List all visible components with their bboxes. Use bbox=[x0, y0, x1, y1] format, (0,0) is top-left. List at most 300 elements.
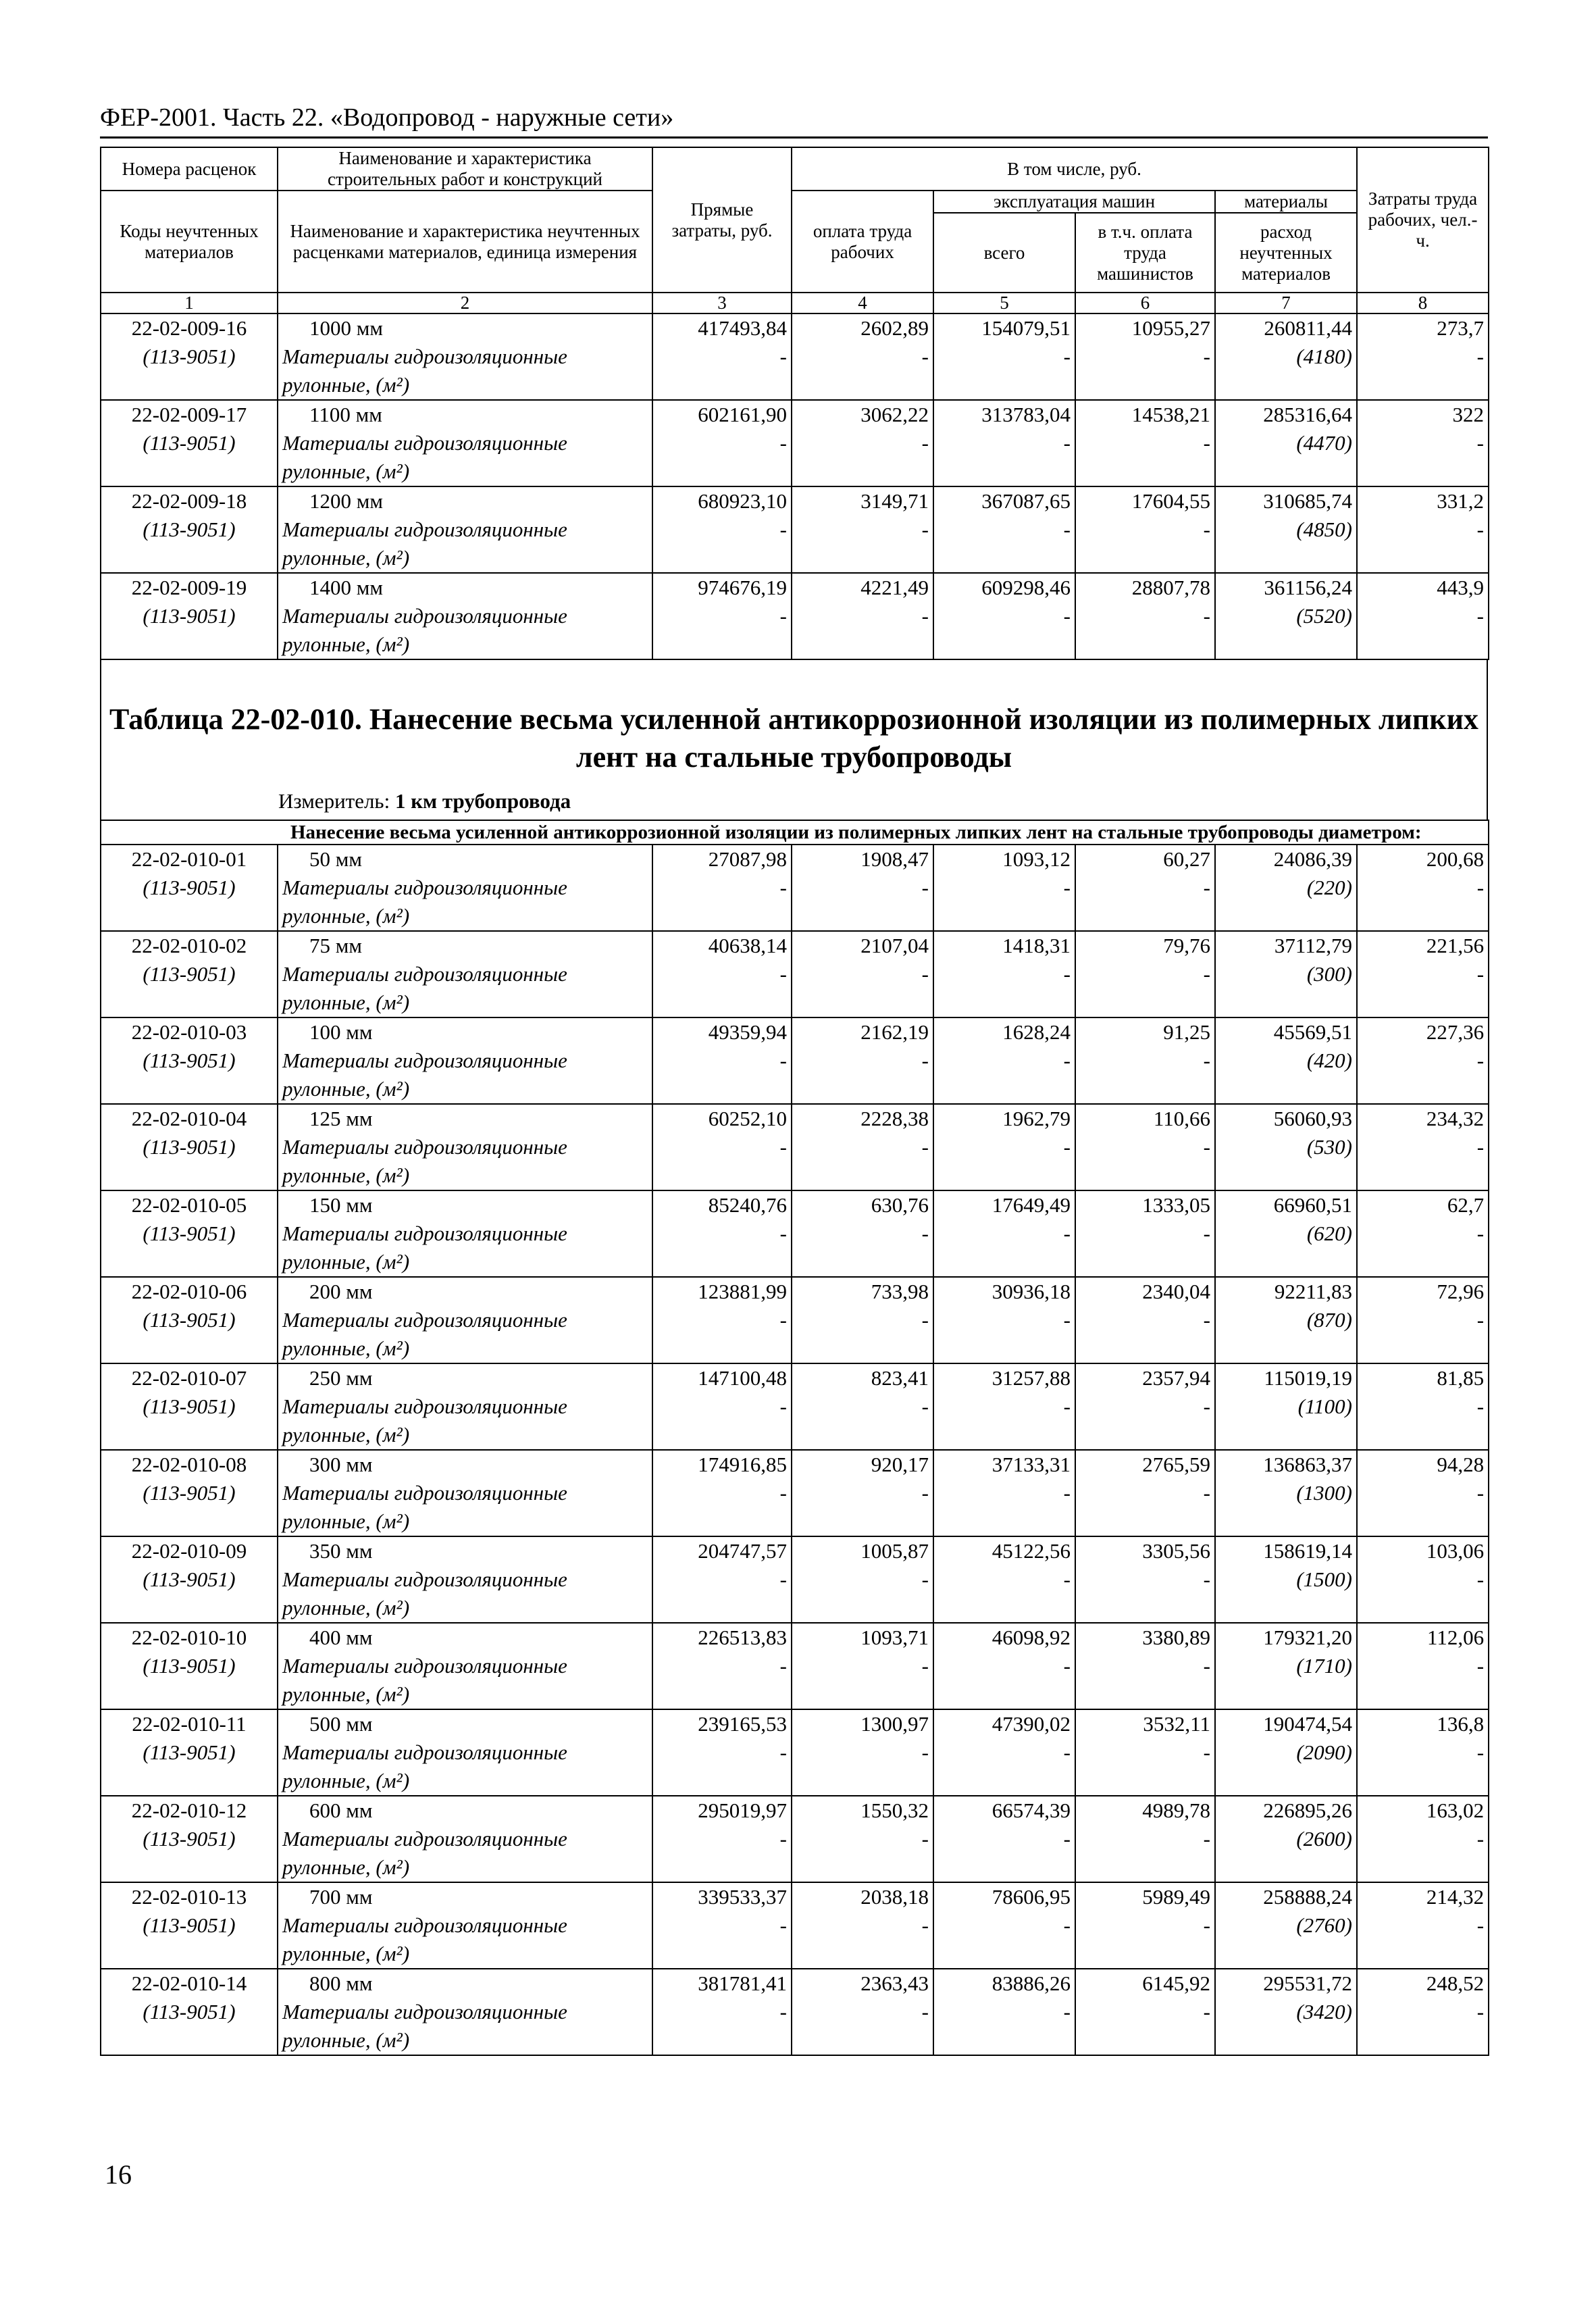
dash: - bbox=[1203, 876, 1210, 899]
direct-costs: 85240,76 bbox=[708, 1193, 787, 1217]
rate-code: 22-02-009-16 bbox=[131, 316, 247, 340]
direct-costs: 974676,19 bbox=[698, 576, 787, 599]
labor-hours-cell bbox=[1357, 1969, 1489, 2055]
pipe-diameter: 1100 мм bbox=[309, 403, 382, 426]
labor-pay: 1300,97 bbox=[860, 1712, 929, 1736]
dash: - bbox=[1476, 1222, 1485, 1245]
rate-code: 22-02-009-19 bbox=[131, 576, 247, 599]
machinist-pay: 3380,89 bbox=[1142, 1626, 1210, 1649]
work-name-cell bbox=[278, 1796, 652, 1882]
dash: - bbox=[1203, 345, 1210, 368]
material-name: Материалы гидроизоляционные рулонные, (м²) bbox=[282, 1308, 567, 1360]
materials-cell bbox=[1215, 1709, 1357, 1796]
direct-costs: 295019,97 bbox=[698, 1799, 787, 1822]
rate-code-cell bbox=[101, 1709, 278, 1796]
work-name-cell bbox=[278, 931, 652, 1017]
pipe-diameter: 200 мм bbox=[309, 1280, 373, 1303]
labor-pay-cell bbox=[792, 1623, 933, 1709]
pipe-diameter: 1000 мм bbox=[309, 316, 383, 340]
dash: - bbox=[779, 2000, 787, 2023]
materials-cost: 136863,37 bbox=[1263, 1453, 1352, 1476]
labor-pay-cell bbox=[792, 1363, 933, 1450]
material-name: Материалы гидроизоляционные рулонные, (м²) bbox=[282, 1222, 567, 1274]
material-consumption: (420) bbox=[1306, 1049, 1352, 1072]
table-row bbox=[101, 845, 1489, 931]
labor-pay-cell bbox=[792, 573, 933, 659]
table-row bbox=[101, 1450, 1489, 1536]
direct-costs: 339533,37 bbox=[698, 1885, 787, 1909]
labor-hours: 136,8 bbox=[1437, 1712, 1485, 1736]
header-rate-number: Номера расценок bbox=[101, 147, 278, 191]
dash: - bbox=[779, 1135, 787, 1159]
table-row bbox=[101, 1623, 1489, 1709]
column-number-row bbox=[101, 293, 1489, 313]
labor-hours: 94,28 bbox=[1437, 1453, 1485, 1476]
materials-cost: 310685,74 bbox=[1263, 489, 1352, 513]
labor-hours: 234,32 bbox=[1426, 1107, 1485, 1130]
dash: - bbox=[1063, 1567, 1071, 1591]
pipe-diameter: 300 мм bbox=[309, 1453, 373, 1476]
material-code: (113-9051) bbox=[143, 345, 236, 368]
page-number: 16 bbox=[105, 2159, 132, 2190]
dash: - bbox=[1063, 1654, 1071, 1678]
column-number: 6 bbox=[1075, 293, 1215, 313]
materials-cell bbox=[1215, 845, 1357, 931]
dash: - bbox=[1203, 604, 1210, 628]
rates-table-part-a bbox=[100, 314, 1489, 660]
machinist-pay-cell bbox=[1075, 1623, 1215, 1709]
column-number: 7 bbox=[1215, 293, 1357, 313]
direct-costs: 174916,85 bbox=[698, 1453, 787, 1476]
direct-costs-cell bbox=[652, 1623, 792, 1709]
materials-cell bbox=[1215, 1623, 1357, 1709]
dash: - bbox=[1476, 1394, 1485, 1418]
rate-code-cell bbox=[101, 1104, 278, 1190]
material-consumption: (4850) bbox=[1296, 518, 1352, 541]
measure-value: 1 км трубопровода bbox=[394, 789, 571, 813]
table-row bbox=[101, 314, 1489, 400]
work-name-cell bbox=[278, 400, 652, 486]
rate-code: 22-02-010-13 bbox=[131, 1885, 247, 1909]
labor-pay: 1550,32 bbox=[860, 1799, 929, 1822]
material-consumption: (5520) bbox=[1296, 604, 1352, 628]
labor-pay-cell bbox=[792, 1190, 933, 1277]
labor-hours-cell bbox=[1357, 1796, 1489, 1882]
machine-total: 1093,12 bbox=[1002, 847, 1071, 871]
material-name: Материалы гидроизоляционные рулонные, (м²) bbox=[282, 1135, 567, 1187]
machinist-pay-cell bbox=[1075, 1882, 1215, 1969]
labor-hours: 248,52 bbox=[1426, 1971, 1485, 1995]
machinist-pay-cell bbox=[1075, 1017, 1215, 1104]
machine-total: 1418,31 bbox=[1002, 934, 1071, 957]
material-name: Материалы гидроизоляционные рулонные, (м²) bbox=[282, 604, 567, 656]
labor-hours-cell bbox=[1357, 1882, 1489, 1969]
dash: - bbox=[1203, 962, 1210, 986]
machinist-pay-cell bbox=[1075, 1363, 1215, 1450]
dash: - bbox=[1063, 876, 1071, 899]
rate-code-cell bbox=[101, 845, 278, 931]
dash: - bbox=[1063, 1308, 1071, 1332]
dash: - bbox=[1203, 431, 1210, 455]
material-consumption: (3420) bbox=[1296, 2000, 1352, 2023]
work-name-cell bbox=[278, 1363, 652, 1450]
table-row bbox=[101, 1017, 1489, 1104]
materials-cell bbox=[1215, 1882, 1357, 1969]
material-code: (113-9051) bbox=[143, 1308, 236, 1332]
pipe-diameter: 400 мм bbox=[309, 1626, 373, 1649]
direct-costs-cell bbox=[652, 1277, 792, 1363]
direct-costs-cell bbox=[652, 1104, 792, 1190]
dash: - bbox=[921, 1567, 929, 1591]
material-consumption: (1100) bbox=[1297, 1394, 1352, 1418]
header-material-codes: Коды неучтенных материалов bbox=[101, 191, 278, 293]
rate-code-cell bbox=[101, 1363, 278, 1450]
rate-code: 22-02-010-08 bbox=[131, 1453, 247, 1476]
dash: - bbox=[1203, 1913, 1210, 1937]
header-labor-hours: Затраты труда рабочих, чел.-ч. bbox=[1357, 147, 1489, 293]
dash: - bbox=[779, 518, 787, 541]
pipe-diameter: 1400 мм bbox=[309, 576, 383, 599]
table-title: Таблица 22-02-010. Нанесение весьма усиленной антикоррозионной изоляции из полимерных липких лент на стальные трубопроводы bbox=[109, 703, 1478, 774]
direct-costs-cell bbox=[652, 1017, 792, 1104]
dash: - bbox=[1476, 1654, 1485, 1678]
machine-total: 367087,65 bbox=[981, 489, 1071, 513]
material-name: Материалы гидроизоляционные рулонные, (м²) bbox=[282, 1740, 567, 1792]
direct-costs: 27087,98 bbox=[708, 847, 787, 871]
machinist-pay-cell bbox=[1075, 1969, 1215, 2055]
header-materials: материалы bbox=[1215, 191, 1357, 213]
dash: - bbox=[1203, 1481, 1210, 1505]
machinist-pay: 110,66 bbox=[1153, 1107, 1210, 1130]
dash: - bbox=[1203, 1654, 1210, 1678]
machine-total-cell bbox=[933, 845, 1075, 931]
labor-hours-cell bbox=[1357, 1017, 1489, 1104]
rate-code-cell bbox=[101, 1536, 278, 1623]
material-name: Материалы гидроизоляционные рулонные, (м²) bbox=[282, 2000, 567, 2052]
materials-cell bbox=[1215, 1969, 1357, 2055]
labor-hours-cell bbox=[1357, 1623, 1489, 1709]
machinist-pay-cell bbox=[1075, 314, 1215, 400]
labor-hours: 81,85 bbox=[1437, 1366, 1485, 1390]
material-code: (113-9051) bbox=[143, 1827, 236, 1851]
materials-cost: 115019,19 bbox=[1264, 1366, 1352, 1390]
labor-hours: 322 bbox=[1452, 403, 1484, 426]
material-name: Материалы гидроизоляционные рулонные, (м²) bbox=[282, 1913, 567, 1965]
machine-total: 47390,02 bbox=[992, 1712, 1071, 1736]
column-number: 8 bbox=[1357, 293, 1489, 313]
labor-hours-cell bbox=[1357, 314, 1489, 400]
machinist-pay: 1333,05 bbox=[1142, 1193, 1210, 1217]
materials-cell bbox=[1215, 1536, 1357, 1623]
pipe-diameter: 600 мм bbox=[309, 1799, 373, 1822]
dash: - bbox=[1063, 1135, 1071, 1159]
work-name-cell bbox=[278, 1536, 652, 1623]
machine-total-cell bbox=[933, 1623, 1075, 1709]
table-row bbox=[101, 1363, 1489, 1450]
machinist-pay-cell bbox=[1075, 1277, 1215, 1363]
dash: - bbox=[1476, 345, 1484, 368]
direct-costs: 602161,90 bbox=[698, 403, 787, 426]
dash: - bbox=[1203, 1394, 1210, 1418]
machine-total-cell bbox=[933, 1104, 1075, 1190]
labor-pay: 630,76 bbox=[871, 1193, 929, 1217]
dash: - bbox=[1203, 518, 1210, 541]
labor-hours: 72,96 bbox=[1437, 1280, 1485, 1303]
machine-total-cell bbox=[933, 1882, 1075, 1969]
machinist-pay-cell bbox=[1075, 573, 1215, 659]
material-code: (113-9051) bbox=[143, 1135, 236, 1159]
machine-total: 30936,18 bbox=[992, 1280, 1071, 1303]
pipe-diameter: 800 мм bbox=[309, 1971, 373, 1995]
dash: - bbox=[1063, 1913, 1071, 1937]
direct-costs-cell bbox=[652, 1450, 792, 1536]
materials-cost: 158619,14 bbox=[1263, 1539, 1352, 1563]
column-number: 2 bbox=[278, 293, 652, 313]
dash: - bbox=[779, 876, 787, 899]
direct-costs: 49359,94 bbox=[708, 1020, 787, 1044]
dash: - bbox=[921, 1135, 929, 1159]
column-number: 3 bbox=[652, 293, 792, 313]
dash: - bbox=[921, 1654, 929, 1678]
material-consumption: (1300) bbox=[1296, 1481, 1352, 1505]
materials-cost: 285316,64 bbox=[1263, 403, 1352, 426]
labor-hours: 200,68 bbox=[1426, 847, 1485, 871]
group-title: Нанесение весьма усиленной антикоррозионной изоляции из полимерных липких лент на стальные трубопроводы диаметром: bbox=[101, 820, 1489, 845]
dash: - bbox=[1063, 345, 1071, 368]
labor-hours: 112,06 bbox=[1426, 1626, 1485, 1649]
direct-costs: 60252,10 bbox=[708, 1107, 787, 1130]
machinist-pay: 10955,27 bbox=[1131, 316, 1210, 340]
machinist-pay-cell bbox=[1075, 1190, 1215, 1277]
dash: - bbox=[921, 1049, 929, 1072]
machinist-pay: 2340,04 bbox=[1142, 1280, 1210, 1303]
column-number: 5 bbox=[933, 293, 1075, 313]
material-consumption: (220) bbox=[1306, 876, 1352, 899]
table-row bbox=[101, 1969, 1489, 2055]
pipe-diameter: 75 мм bbox=[309, 934, 362, 957]
machinist-pay: 3532,11 bbox=[1143, 1712, 1210, 1736]
table-row bbox=[101, 1709, 1489, 1796]
table-row bbox=[101, 1882, 1489, 1969]
machinist-pay: 3305,56 bbox=[1142, 1539, 1210, 1563]
direct-costs-cell bbox=[652, 1190, 792, 1277]
dash: - bbox=[1203, 1740, 1210, 1764]
material-name: Материалы гидроизоляционные рулонные, (м²) bbox=[282, 1049, 567, 1101]
dash: - bbox=[1476, 876, 1485, 899]
table-row bbox=[101, 573, 1489, 659]
dash: - bbox=[921, 2000, 929, 2023]
labor-hours: 273,7 bbox=[1437, 316, 1484, 340]
dash: - bbox=[1203, 2000, 1210, 2023]
dash: - bbox=[1063, 1481, 1071, 1505]
labor-hours-cell bbox=[1357, 486, 1489, 573]
work-name-cell bbox=[278, 845, 652, 931]
material-code: (113-9051) bbox=[143, 1913, 236, 1937]
dash: - bbox=[779, 1394, 787, 1418]
material-consumption: (620) bbox=[1306, 1222, 1352, 1245]
rate-code-cell bbox=[101, 573, 278, 659]
rate-code-cell bbox=[101, 400, 278, 486]
work-name-cell bbox=[278, 486, 652, 573]
material-consumption: (530) bbox=[1306, 1135, 1352, 1159]
machine-total: 313783,04 bbox=[981, 403, 1071, 426]
labor-pay: 2228,38 bbox=[860, 1107, 929, 1130]
material-code: (113-9051) bbox=[143, 2000, 236, 2023]
material-code: (113-9051) bbox=[143, 876, 236, 899]
machine-total-cell bbox=[933, 1969, 1075, 2055]
material-consumption: (1500) bbox=[1296, 1567, 1352, 1591]
labor-pay: 2363,43 bbox=[860, 1971, 929, 1995]
dash: - bbox=[921, 1222, 929, 1245]
rates-table-part-b bbox=[100, 820, 1489, 2056]
labor-pay-cell bbox=[792, 1969, 933, 2055]
machine-total-cell bbox=[933, 1277, 1075, 1363]
direct-costs: 204747,57 bbox=[698, 1539, 787, 1563]
machinist-pay: 28807,78 bbox=[1131, 576, 1210, 599]
direct-costs-cell bbox=[652, 573, 792, 659]
dash: - bbox=[1476, 1308, 1485, 1332]
dash: - bbox=[779, 345, 787, 368]
machine-total-cell bbox=[933, 1709, 1075, 1796]
machinist-pay: 60,27 bbox=[1163, 847, 1210, 871]
materials-cost: 45569,51 bbox=[1273, 1020, 1352, 1044]
work-name-cell bbox=[278, 1623, 652, 1709]
dash: - bbox=[1476, 2000, 1485, 2023]
dash: - bbox=[1063, 604, 1071, 628]
labor-pay-cell bbox=[792, 931, 933, 1017]
machine-total-cell bbox=[933, 400, 1075, 486]
materials-cell bbox=[1215, 314, 1357, 400]
measure-label: Измеритель: bbox=[278, 789, 390, 813]
labor-pay: 2602,89 bbox=[860, 316, 929, 340]
dash: - bbox=[921, 1308, 929, 1332]
machine-total: 78606,95 bbox=[992, 1885, 1071, 1909]
dash: - bbox=[1203, 1222, 1210, 1245]
machine-total: 609298,46 bbox=[981, 576, 1071, 599]
materials-cell bbox=[1215, 1796, 1357, 1882]
header-labor-pay: оплата труда рабочих bbox=[792, 191, 933, 293]
labor-pay: 3149,71 bbox=[860, 489, 929, 513]
dash: - bbox=[779, 1222, 787, 1245]
machine-total-cell bbox=[933, 486, 1075, 573]
rate-code-cell bbox=[101, 314, 278, 400]
dash: - bbox=[1476, 1049, 1485, 1072]
machinist-pay: 6145,92 bbox=[1142, 1971, 1210, 1995]
labor-hours: 331,2 bbox=[1437, 489, 1484, 513]
header-machinist-pay: в т.ч. оплата труда машинистов bbox=[1075, 213, 1215, 293]
labor-hours-cell bbox=[1357, 1190, 1489, 1277]
labor-hours-cell bbox=[1357, 845, 1489, 931]
rates-table-header bbox=[100, 147, 1489, 314]
dash: - bbox=[1203, 1308, 1210, 1332]
labor-hours: 221,56 bbox=[1426, 934, 1485, 957]
machine-total-cell bbox=[933, 314, 1075, 400]
table-caption-block bbox=[100, 660, 1488, 820]
direct-costs-cell bbox=[652, 845, 792, 931]
dash: - bbox=[921, 1740, 929, 1764]
work-name-cell bbox=[278, 314, 652, 400]
labor-hours-cell bbox=[1357, 931, 1489, 1017]
direct-costs-cell bbox=[652, 1536, 792, 1623]
dash: - bbox=[921, 1913, 929, 1937]
direct-costs: 40638,14 bbox=[708, 934, 787, 957]
pipe-diameter: 125 мм bbox=[309, 1107, 373, 1130]
direct-costs: 226513,83 bbox=[698, 1626, 787, 1649]
rate-code: 22-02-010-14 bbox=[131, 1971, 247, 1995]
rate-code: 22-02-010-11 bbox=[132, 1712, 247, 1736]
labor-hours-cell bbox=[1357, 400, 1489, 486]
material-name: Материалы гидроизоляционные рулонные, (м²) bbox=[282, 1481, 567, 1533]
header-work-name: Наименование и характеристика строительных работ и конструкций bbox=[278, 147, 652, 191]
machinist-pay: 79,76 bbox=[1163, 934, 1210, 957]
labor-pay: 1908,47 bbox=[860, 847, 929, 871]
material-code: (113-9051) bbox=[143, 1222, 236, 1245]
material-code: (113-9051) bbox=[143, 1394, 236, 1418]
labor-pay-cell bbox=[792, 1882, 933, 1969]
table-row bbox=[101, 1190, 1489, 1277]
pipe-diameter: 250 мм bbox=[309, 1366, 373, 1390]
direct-costs: 147100,48 bbox=[698, 1366, 787, 1390]
dash: - bbox=[1063, 518, 1071, 541]
materials-cell bbox=[1215, 931, 1357, 1017]
material-consumption: (2760) bbox=[1296, 1913, 1352, 1937]
dash: - bbox=[1476, 604, 1484, 628]
materials-cost: 56060,93 bbox=[1273, 1107, 1352, 1130]
machine-total-cell bbox=[933, 931, 1075, 1017]
dash: - bbox=[1476, 1913, 1485, 1937]
machinist-pay: 17604,55 bbox=[1131, 489, 1210, 513]
materials-cost: 190474,54 bbox=[1263, 1712, 1352, 1736]
labor-pay-cell bbox=[792, 1796, 933, 1882]
dash: - bbox=[1476, 1481, 1485, 1505]
machinist-pay: 2765,59 bbox=[1142, 1453, 1210, 1476]
machinist-pay-cell bbox=[1075, 1450, 1215, 1536]
rate-code: 22-02-010-09 bbox=[131, 1539, 247, 1563]
direct-costs-cell bbox=[652, 486, 792, 573]
direct-costs: 381781,41 bbox=[698, 1971, 787, 1995]
rate-code: 22-02-010-06 bbox=[131, 1280, 247, 1303]
materials-cell bbox=[1215, 1017, 1357, 1104]
labor-hours: 103,06 bbox=[1426, 1539, 1485, 1563]
rate-code-cell bbox=[101, 1277, 278, 1363]
rate-code: 22-02-010-04 bbox=[131, 1107, 247, 1130]
material-consumption: (300) bbox=[1306, 962, 1352, 986]
labor-hours: 227,36 bbox=[1426, 1020, 1485, 1044]
table-row bbox=[101, 1796, 1489, 1882]
dash: - bbox=[1203, 1049, 1210, 1072]
labor-hours-cell bbox=[1357, 1363, 1489, 1450]
materials-cell bbox=[1215, 1277, 1357, 1363]
material-name: Материалы гидроизоляционные рулонные, (м²) bbox=[282, 1827, 567, 1879]
labor-hours: 214,32 bbox=[1426, 1885, 1485, 1909]
machine-total: 1962,79 bbox=[1002, 1107, 1071, 1130]
machine-total: 154079,51 bbox=[981, 316, 1071, 340]
work-name-cell bbox=[278, 1190, 652, 1277]
direct-costs: 239165,53 bbox=[698, 1712, 787, 1736]
machine-total-cell bbox=[933, 573, 1075, 659]
material-code: (113-9051) bbox=[143, 962, 236, 986]
rate-code-cell bbox=[101, 1017, 278, 1104]
dash: - bbox=[921, 1394, 929, 1418]
direct-costs-cell bbox=[652, 1709, 792, 1796]
materials-cost: 226895,26 bbox=[1263, 1799, 1352, 1822]
dash: - bbox=[1063, 1222, 1071, 1245]
material-consumption: (1710) bbox=[1296, 1654, 1352, 1678]
material-consumption: (2090) bbox=[1296, 1740, 1352, 1764]
labor-pay: 920,17 bbox=[871, 1453, 929, 1476]
work-name-cell bbox=[278, 1104, 652, 1190]
header-machine-operation: эксплуатация машин bbox=[933, 191, 1215, 213]
